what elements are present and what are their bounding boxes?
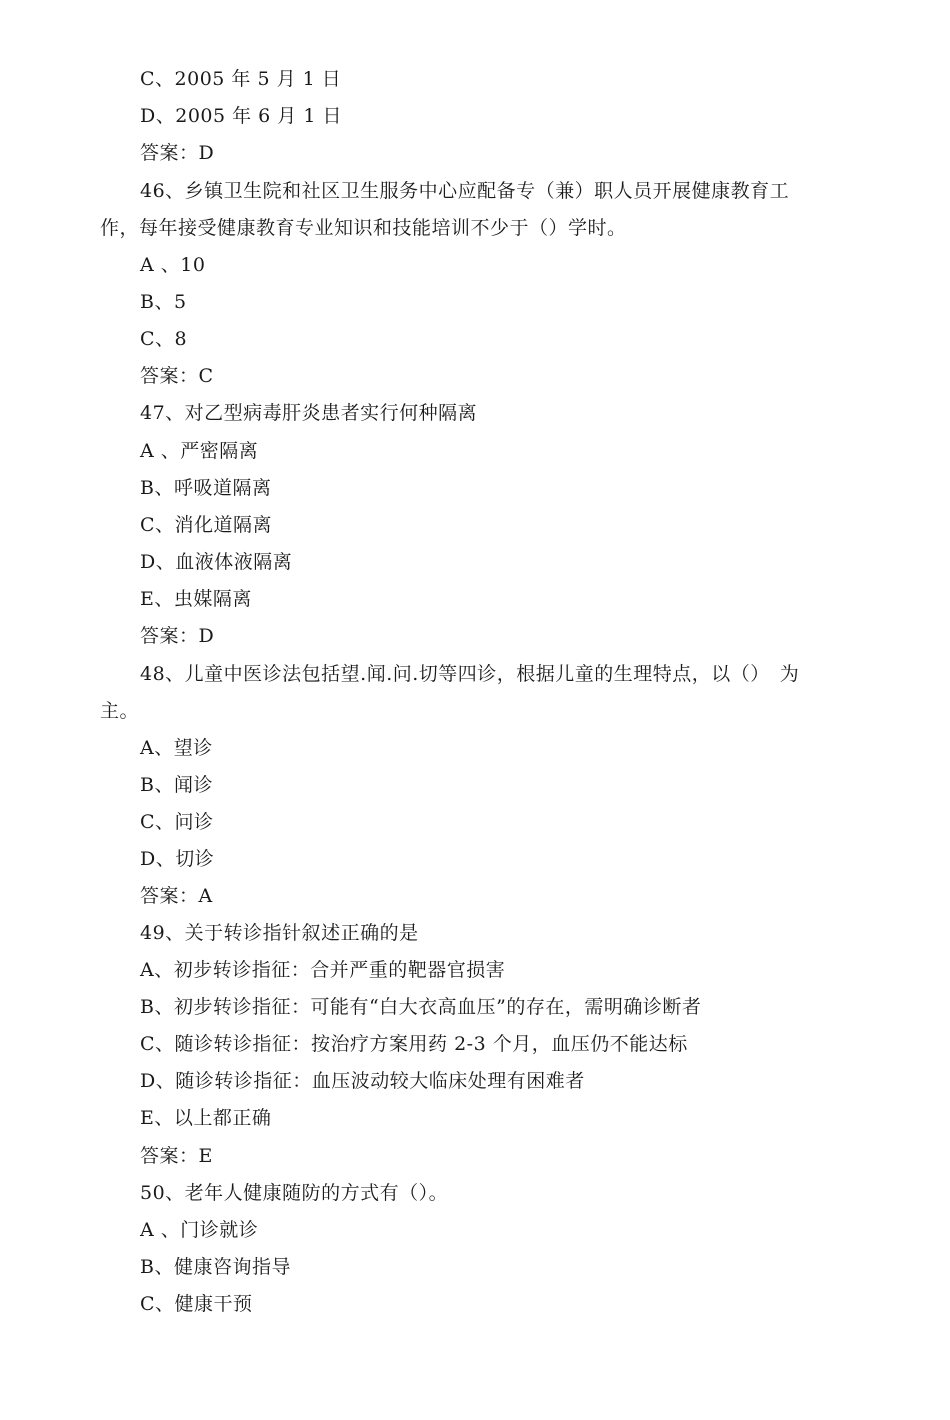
question-46: 46、乡镇卫生院和社区卫生服务中心应配备专（兼）职人员开展健康教育工 — [140, 180, 790, 202]
option-b-q46: B、5 — [140, 291, 187, 313]
option-d-q49: D、随诊转诊指征：血压波动较大临床处理有困难者 — [140, 1070, 585, 1092]
answer-q49: 答案：E — [140, 1145, 213, 1167]
option-b-q48: B、闻诊 — [140, 774, 213, 796]
option-c-q49: C、随诊转诊指征：按治疗方案用药 2-3 个月，血压仍不能达标 — [140, 1033, 688, 1055]
question-50: 50、老年人健康随防的方式有（）。 — [140, 1182, 449, 1204]
option-a-q47: A 、严密隔离 — [140, 440, 259, 462]
answer-q48: 答案：A — [140, 885, 213, 907]
option-c-q45: C、2005 年 5 月 1 日 — [140, 68, 342, 90]
question-49: 49、关于转诊指针叙述正确的是 — [140, 922, 419, 944]
option-d-q48: D、切诊 — [140, 848, 215, 870]
option-b-q50: B、健康咨询指导 — [140, 1256, 291, 1278]
option-c-q46: C、8 — [140, 328, 188, 350]
option-e-q47: E、虫媒隔离 — [140, 588, 252, 610]
option-c-q48: C、问诊 — [140, 811, 214, 833]
option-a-q48: A、望诊 — [140, 737, 213, 759]
answer-q46: 答案：C — [140, 365, 214, 387]
answer-q45: 答案：D — [140, 142, 215, 164]
option-a-q50: A 、门诊就诊 — [140, 1219, 259, 1241]
question-48: 48、儿童中医诊法包括望.闻.问.切等四诊，根据儿童的生理特点，以（） 为 — [140, 663, 800, 685]
option-d-q45: D、2005 年 6 月 1 日 — [140, 105, 342, 127]
option-c-q47: C、消化道隔离 — [140, 514, 273, 536]
option-d-q47: D、血液体液隔离 — [140, 551, 293, 573]
answer-q47: 答案：D — [140, 625, 215, 647]
question-48-continued: 主。 — [100, 700, 140, 722]
question-47: 47、对乙型病毒肝炎患者实行何种隔离 — [140, 402, 478, 424]
option-a-q49: A、初步转诊指征：合并严重的靶器官损害 — [140, 959, 506, 981]
option-b-q49: B、初步转诊指征：可能有“白大衣高血压”的存在，需明确诊断者 — [140, 996, 702, 1018]
option-e-q49: E、以上都正确 — [140, 1107, 272, 1129]
option-c-q50: C、健康干预 — [140, 1293, 253, 1315]
option-b-q47: B、呼吸道隔离 — [140, 477, 272, 499]
option-a-q46: A 、10 — [140, 254, 206, 276]
question-46-continued: 作，每年接受健康教育专业知识和技能培训不少于（）学时。 — [100, 217, 627, 239]
